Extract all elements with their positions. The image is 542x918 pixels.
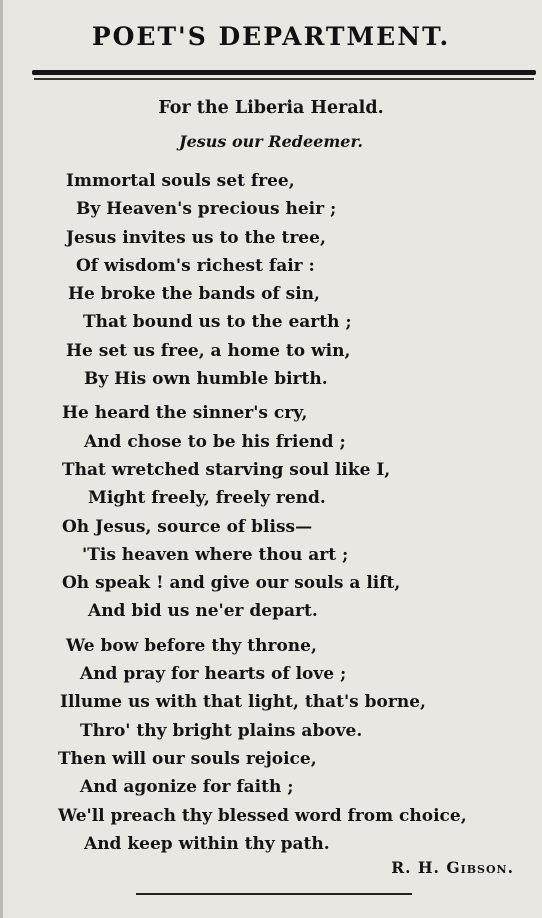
poem-line: Jesus invites us to the tree, xyxy=(66,227,326,248)
poem-stanza xyxy=(0,167,542,393)
poem-stanza xyxy=(0,632,542,858)
poem-body xyxy=(0,167,542,864)
poem-line: And bid us ne'er depart. xyxy=(88,601,318,622)
poem-stanza xyxy=(0,399,542,625)
poem-line: 'Tis heaven where thou art ; xyxy=(82,544,349,565)
poem-line: And chose to be his friend ; xyxy=(84,431,346,452)
poem-line: Might freely, freely rend. xyxy=(88,488,326,509)
poem-line: By His own humble birth. xyxy=(84,369,328,390)
poem-line: That wretched starving soul like I, xyxy=(62,459,391,480)
poem-line: Oh Jesus, source of bliss— xyxy=(62,516,313,537)
poem-line: Thro' thy bright plains above. xyxy=(80,720,363,741)
poem-signature: R. H. Gibson. xyxy=(391,858,514,877)
poem-line: Of wisdom's richest fair : xyxy=(76,255,315,276)
poem-line: He heard the sinner's cry, xyxy=(62,403,308,424)
poem-line: We bow before thy throne, xyxy=(66,635,317,656)
poem-line: By Heaven's precious heir ; xyxy=(76,199,337,220)
poem-line: He broke the bands of sin, xyxy=(68,284,320,305)
poem-line: And agonize for faith ; xyxy=(80,777,294,798)
poem-line: We'll preach thy blessed word from choice, xyxy=(58,805,467,826)
poem-line: That bound us to the earth ; xyxy=(83,312,352,333)
header-rule-thick xyxy=(32,70,536,75)
poem-line: And keep within thy path. xyxy=(84,833,330,854)
poem-title: Jesus our Redeemer. xyxy=(179,132,363,151)
article-source: For the Liberia Herald. xyxy=(158,98,384,118)
poem-line: Oh speak ! and give our souls a lift, xyxy=(62,573,401,594)
header-rule-thin xyxy=(34,78,534,80)
poem-line: And pray for hearts of love ; xyxy=(80,664,347,685)
poem-line: Immortal souls set free, xyxy=(66,171,295,191)
poem-line: Then will our souls rejoice, xyxy=(58,748,317,769)
section-title: POET'S DEPARTMENT. xyxy=(91,22,451,51)
poem-line: Illume us with that light, that's borne, xyxy=(60,692,426,713)
footer-rule xyxy=(136,893,412,895)
poem-line: He set us free, a home to win, xyxy=(66,340,351,361)
